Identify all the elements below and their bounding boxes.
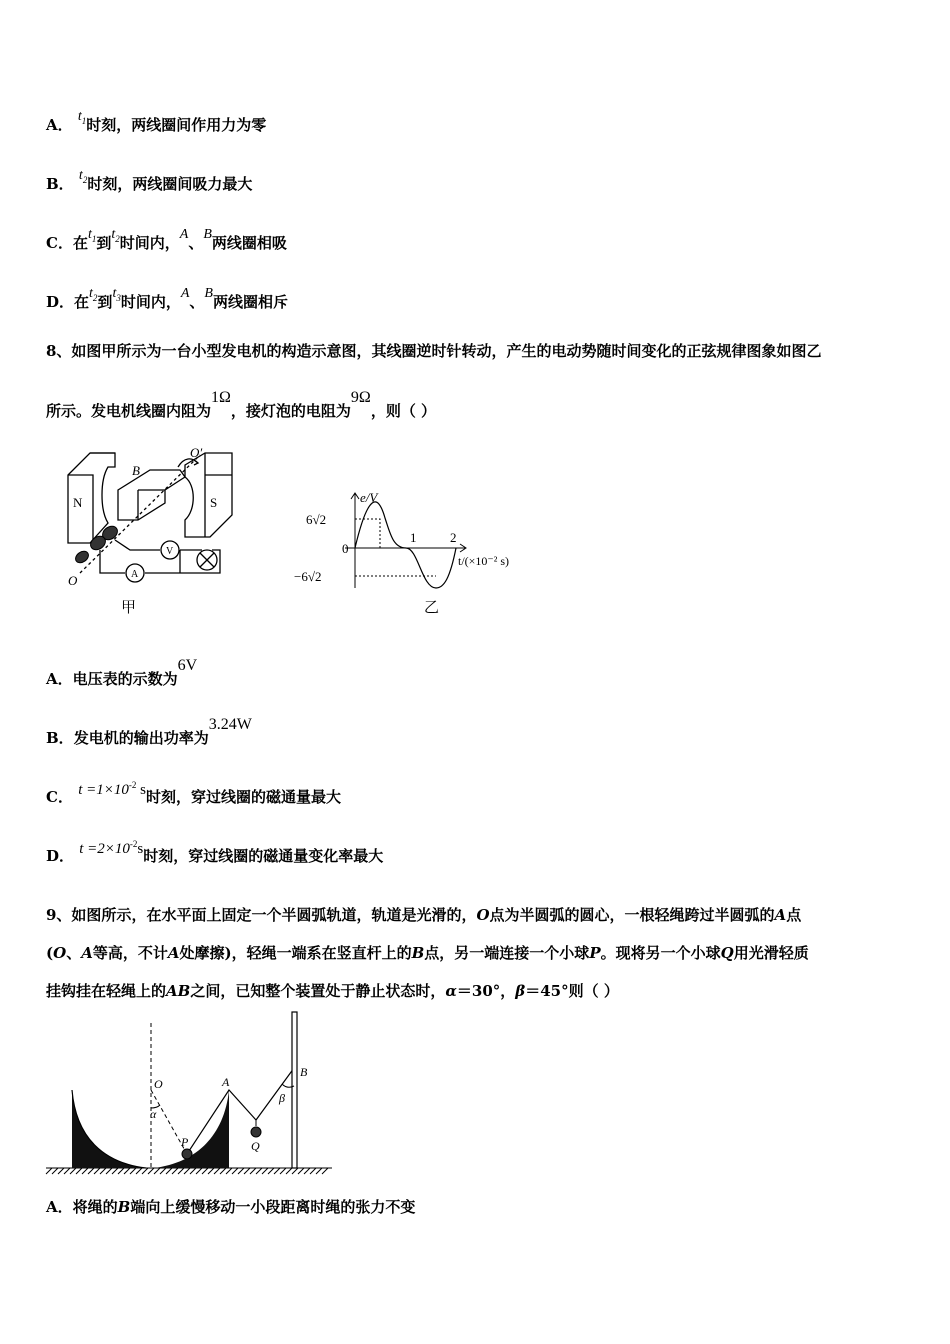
ammeter-label: A <box>131 569 139 580</box>
math-A: A <box>180 286 190 301</box>
option-label: B． <box>46 175 74 193</box>
y-tick-negative: −6√2 <box>294 569 322 584</box>
q9-stem-line1: 9、如图所示，在水平面上固定一个半圆弧轨道，轨道是光滑的，O点为半圆弧的圆心，一根轻绳跨过半圆弧的A点 <box>46 906 802 924</box>
stem-text: ，则（ ） <box>370 402 437 420</box>
option-label: A． <box>46 116 73 134</box>
label-alpha: α <box>150 1107 157 1121</box>
option-text: 时刻，穿过线圈的磁通量最大 <box>145 788 341 806</box>
y-tick-positive: 6√2 <box>306 512 327 527</box>
q8-option-a <box>46 657 198 689</box>
time-expression: $t =2\times 10^{-2}s$ <box>79 839 144 857</box>
stem-text: 所示。发电机线圈内阻为 <box>46 402 212 420</box>
ball-Q <box>251 1127 261 1137</box>
sine-curve <box>355 502 456 588</box>
x-axis-label: t/(×10⁻² s) <box>458 554 510 568</box>
math-t2: $t_2$ <box>89 286 98 303</box>
math-t1: $t_1$ <box>87 227 97 244</box>
figure-caption-jia: 甲 <box>121 598 137 616</box>
option-text: 两线圈相斥 <box>212 293 288 311</box>
q8-stem-line1: 8、如图甲所示为一台小型发电机的构造示意图，其线圈逆时针转动，产生的电动势随时间变化的正弦规律图象如图乙 <box>46 342 822 360</box>
text-interval: 时间内， <box>120 293 181 311</box>
option-label: D． <box>46 847 75 865</box>
math-t3: $t_3$ <box>112 286 121 303</box>
option-value: 6V <box>177 657 198 674</box>
label-beta: β <box>279 1091 285 1105</box>
option-label: A． <box>46 670 73 688</box>
emf-sine-graph <box>290 488 540 593</box>
q8-option-d <box>46 839 384 866</box>
option-label: A． <box>46 1198 73 1216</box>
option-text: 时刻，两线圈间吸力最大 <box>87 175 253 193</box>
option-label: B． <box>46 729 74 747</box>
separator: 、 <box>188 234 204 252</box>
q9-option-a <box>46 1196 415 1217</box>
q9-stem-line2: (O、A等高，不计A处摩擦)，轻绳一端系在竖直杆上的B点，另一端连接一个小球P。现将另一个小球Q用光滑轻质 <box>46 944 809 962</box>
q8-option-b <box>46 716 252 748</box>
vertical-pole <box>292 1012 297 1168</box>
magnet-south-body <box>185 453 232 537</box>
q8-stem-line2 <box>46 389 437 421</box>
origin-label: 0 <box>342 541 349 556</box>
math-B: B <box>117 1198 131 1216</box>
option-label: C． <box>46 234 73 252</box>
x-tick-2: 2 <box>450 530 457 545</box>
option-label: D． <box>46 293 75 311</box>
q9-stem-line3: 挂钩挂在轻绳上的AB之间，已知整个装置处于静止状态时，α＝30°，β＝45°则（ ） <box>46 982 619 1000</box>
voltmeter-label: V <box>166 546 174 557</box>
option-label: C． <box>46 788 73 806</box>
text-to: 到 <box>97 293 113 311</box>
option-text: 时刻，两线圈间作用力为零 <box>86 116 267 134</box>
option-text: 电压表的示数为 <box>72 670 178 688</box>
y-axis-label: e/V <box>360 490 378 505</box>
option-text: 发电机的输出功率为 <box>73 729 209 747</box>
option-text: 将绳的 <box>72 1198 118 1216</box>
label-B: B <box>132 463 140 478</box>
label-A: A <box>222 1075 230 1089</box>
label-S: S <box>210 495 218 510</box>
coil-loop <box>118 470 185 520</box>
stem-text: ，接灯泡的电阻为 <box>230 402 351 420</box>
label-N: N <box>73 495 83 510</box>
slip-ring-3 <box>73 549 90 565</box>
math-t2: $t_2$ <box>111 227 120 244</box>
figure-caption-yi: 乙 <box>424 598 440 616</box>
text-pre: 在 <box>74 293 90 311</box>
label-B: B <box>300 1065 308 1079</box>
option-text: 端向上缓慢移动一小段距离时绳的张力不变 <box>130 1198 416 1216</box>
label-O: O <box>154 1077 163 1091</box>
lamp-resistance: 9Ω <box>350 389 371 406</box>
x-tick-1: 1 <box>410 530 417 545</box>
math-A: A <box>179 227 189 242</box>
math-t2: $t_2$ <box>78 168 88 185</box>
q7-option-c <box>46 227 287 254</box>
option-text: 两线圈相吸 <box>211 234 287 252</box>
text-pre: 在 <box>72 234 88 252</box>
label-P: P <box>181 1135 189 1149</box>
internal-resistance: 1Ω <box>211 389 231 406</box>
ball-P <box>182 1149 192 1159</box>
math-B: B <box>203 227 212 242</box>
generator-diagram <box>60 445 245 590</box>
ground-hatch <box>46 1168 328 1174</box>
rope <box>187 1068 294 1154</box>
option-text: 时刻，穿过线圈的磁通量变化率最大 <box>143 847 384 865</box>
time-expression: $t =1\times 10^{-2}$ s <box>78 780 146 798</box>
text-to: 到 <box>96 234 112 252</box>
q7-option-a <box>46 109 267 136</box>
label-Q: Q <box>251 1139 260 1153</box>
q7-option-b <box>46 168 253 195</box>
semicircle-track-diagram <box>44 1008 334 1180</box>
label-O: O <box>68 573 78 588</box>
label-O-prime: O′ <box>190 445 203 460</box>
q7-option-d <box>46 286 288 313</box>
separator: 、 <box>189 293 205 311</box>
q8-option-c <box>46 780 341 807</box>
text-interval: 时间内， <box>119 234 180 252</box>
math-B: B <box>204 286 213 301</box>
option-value: 3.24W <box>208 716 252 733</box>
math-t1: $t_1$ <box>77 109 87 126</box>
